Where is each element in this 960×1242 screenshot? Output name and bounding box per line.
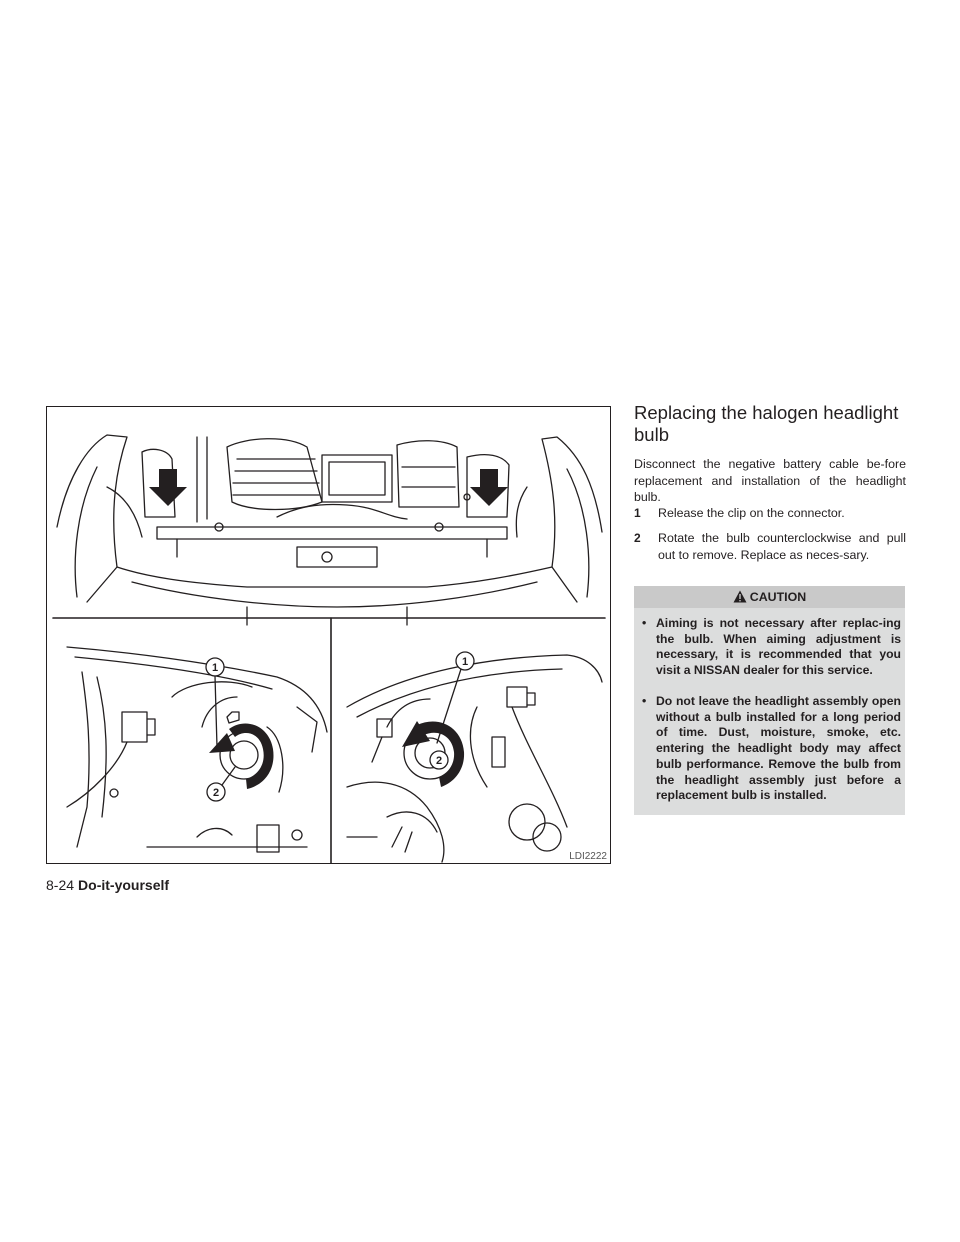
section-title: Replacing the halogen headlight bulb bbox=[634, 402, 899, 445]
footer-section: Do-it-yourself bbox=[78, 877, 170, 893]
step-number: 1 bbox=[634, 506, 641, 520]
callout-2-left: 2 bbox=[212, 787, 220, 799]
headlight-right-drawing bbox=[347, 655, 602, 862]
page-footer bbox=[46, 877, 169, 893]
intro-paragraph: Disconnect the negative battery cable be-fore replacement and installation of the headlight bulb. bbox=[634, 457, 906, 504]
step-text: Release the clip on the connector. bbox=[658, 506, 845, 520]
rotation-arrow-icon bbox=[229, 723, 273, 789]
caution-item bbox=[642, 694, 905, 804]
callout-2-right: 2 bbox=[435, 755, 443, 767]
page-number: 8-24 bbox=[46, 877, 75, 893]
caution-box bbox=[634, 586, 905, 815]
arrow-down-icon bbox=[470, 469, 508, 506]
bullet: • bbox=[642, 616, 647, 630]
headlight-figure bbox=[46, 406, 611, 864]
bullet: • bbox=[642, 694, 647, 708]
headlight-left-drawing bbox=[67, 647, 327, 852]
warning-triangle-icon bbox=[733, 590, 747, 603]
step-text: Rotate the bulb counterclockwise and pull out to remove. Replace as neces-sary. bbox=[658, 531, 906, 562]
headlight-illustration bbox=[47, 407, 612, 865]
arrow-down-icon bbox=[149, 469, 187, 506]
step-1 bbox=[634, 505, 906, 522]
caution-item bbox=[642, 616, 905, 679]
engine-bay-drawing bbox=[57, 435, 602, 625]
caution-title: CAUTION bbox=[749, 590, 807, 604]
callout-1-right: 1 bbox=[461, 656, 469, 668]
caution-text: Do not leave the headlight assembly open without a bulb installed for a long period of time. Dust, moisture, smoke, etc. entering the headlight body may affect bulb performance. Remove the bulb from the headlight assembly just before a replacement bulb is installed. bbox=[656, 694, 901, 803]
caution-text: Aiming is not necessary after replac-ing the bulb. When aiming adjustment is necessary, it is recommended that you visit a NISSAN dealer for this service. bbox=[656, 616, 901, 678]
step-2 bbox=[634, 530, 906, 563]
figure-id: LDI2222 bbox=[569, 851, 607, 862]
caution-header bbox=[634, 586, 905, 608]
callout-1-left: 1 bbox=[211, 662, 219, 674]
step-number: 2 bbox=[634, 531, 641, 545]
